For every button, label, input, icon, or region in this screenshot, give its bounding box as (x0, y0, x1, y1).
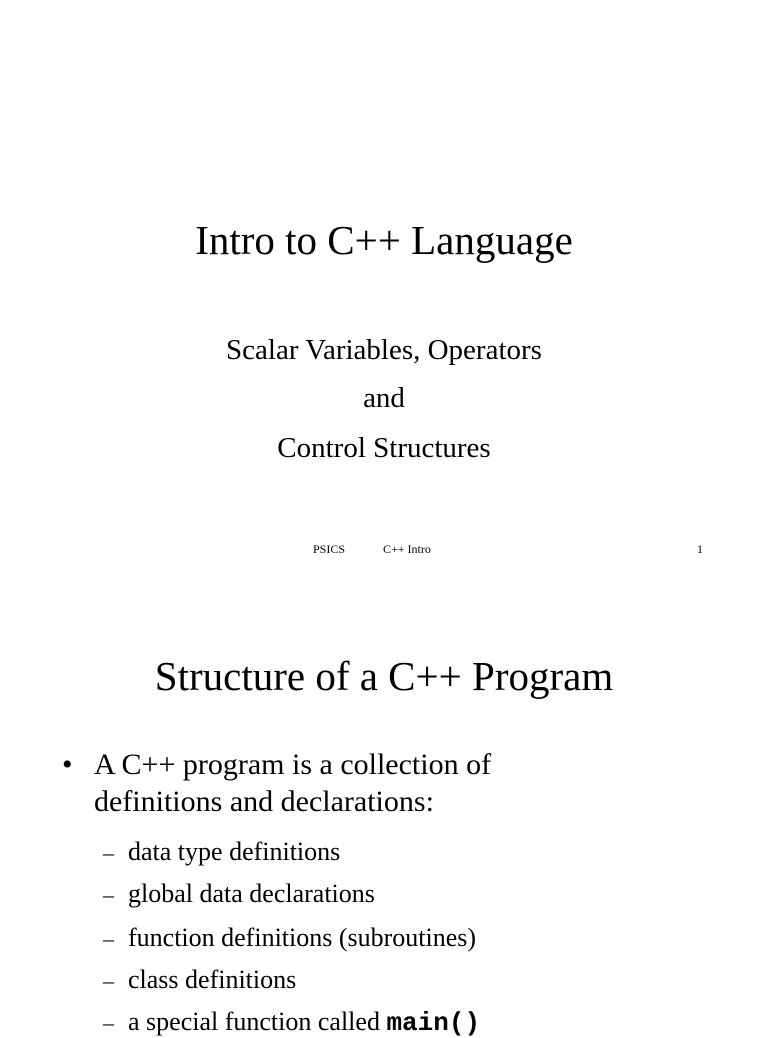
subtitle-line: Scalar Variables, Operators (226, 334, 542, 366)
list-item: class definitions (128, 965, 297, 994)
list-item: function definitions (subroutines) (128, 923, 477, 952)
bullet-text: A C++ program is a collection of (94, 748, 492, 781)
footer-middle: C++ Intro (383, 542, 431, 556)
slide-title: Intro to C++ Language (195, 217, 573, 263)
list-item (128, 1007, 480, 1038)
dash-icon: – (103, 968, 114, 993)
subtitle-line: and (363, 382, 405, 414)
dash-icon: – (103, 1010, 114, 1035)
footer-left: PSICS (313, 542, 346, 556)
subtitle-line: Control Structures (277, 432, 491, 464)
bullet-text: definitions and declarations: (94, 785, 434, 818)
page-number: 1 (697, 542, 703, 556)
list-item: global data declarations (128, 879, 375, 908)
code-text: main() (386, 1008, 481, 1038)
list-item-text: a special function called (128, 1007, 380, 1036)
dash-icon: – (103, 926, 114, 951)
slide-title: Structure of a C++ Program (154, 653, 614, 699)
dash-icon: – (103, 840, 114, 865)
list-item: data type definitions (128, 837, 341, 866)
dash-icon: – (103, 882, 114, 907)
bullet-icon: • (62, 748, 73, 781)
